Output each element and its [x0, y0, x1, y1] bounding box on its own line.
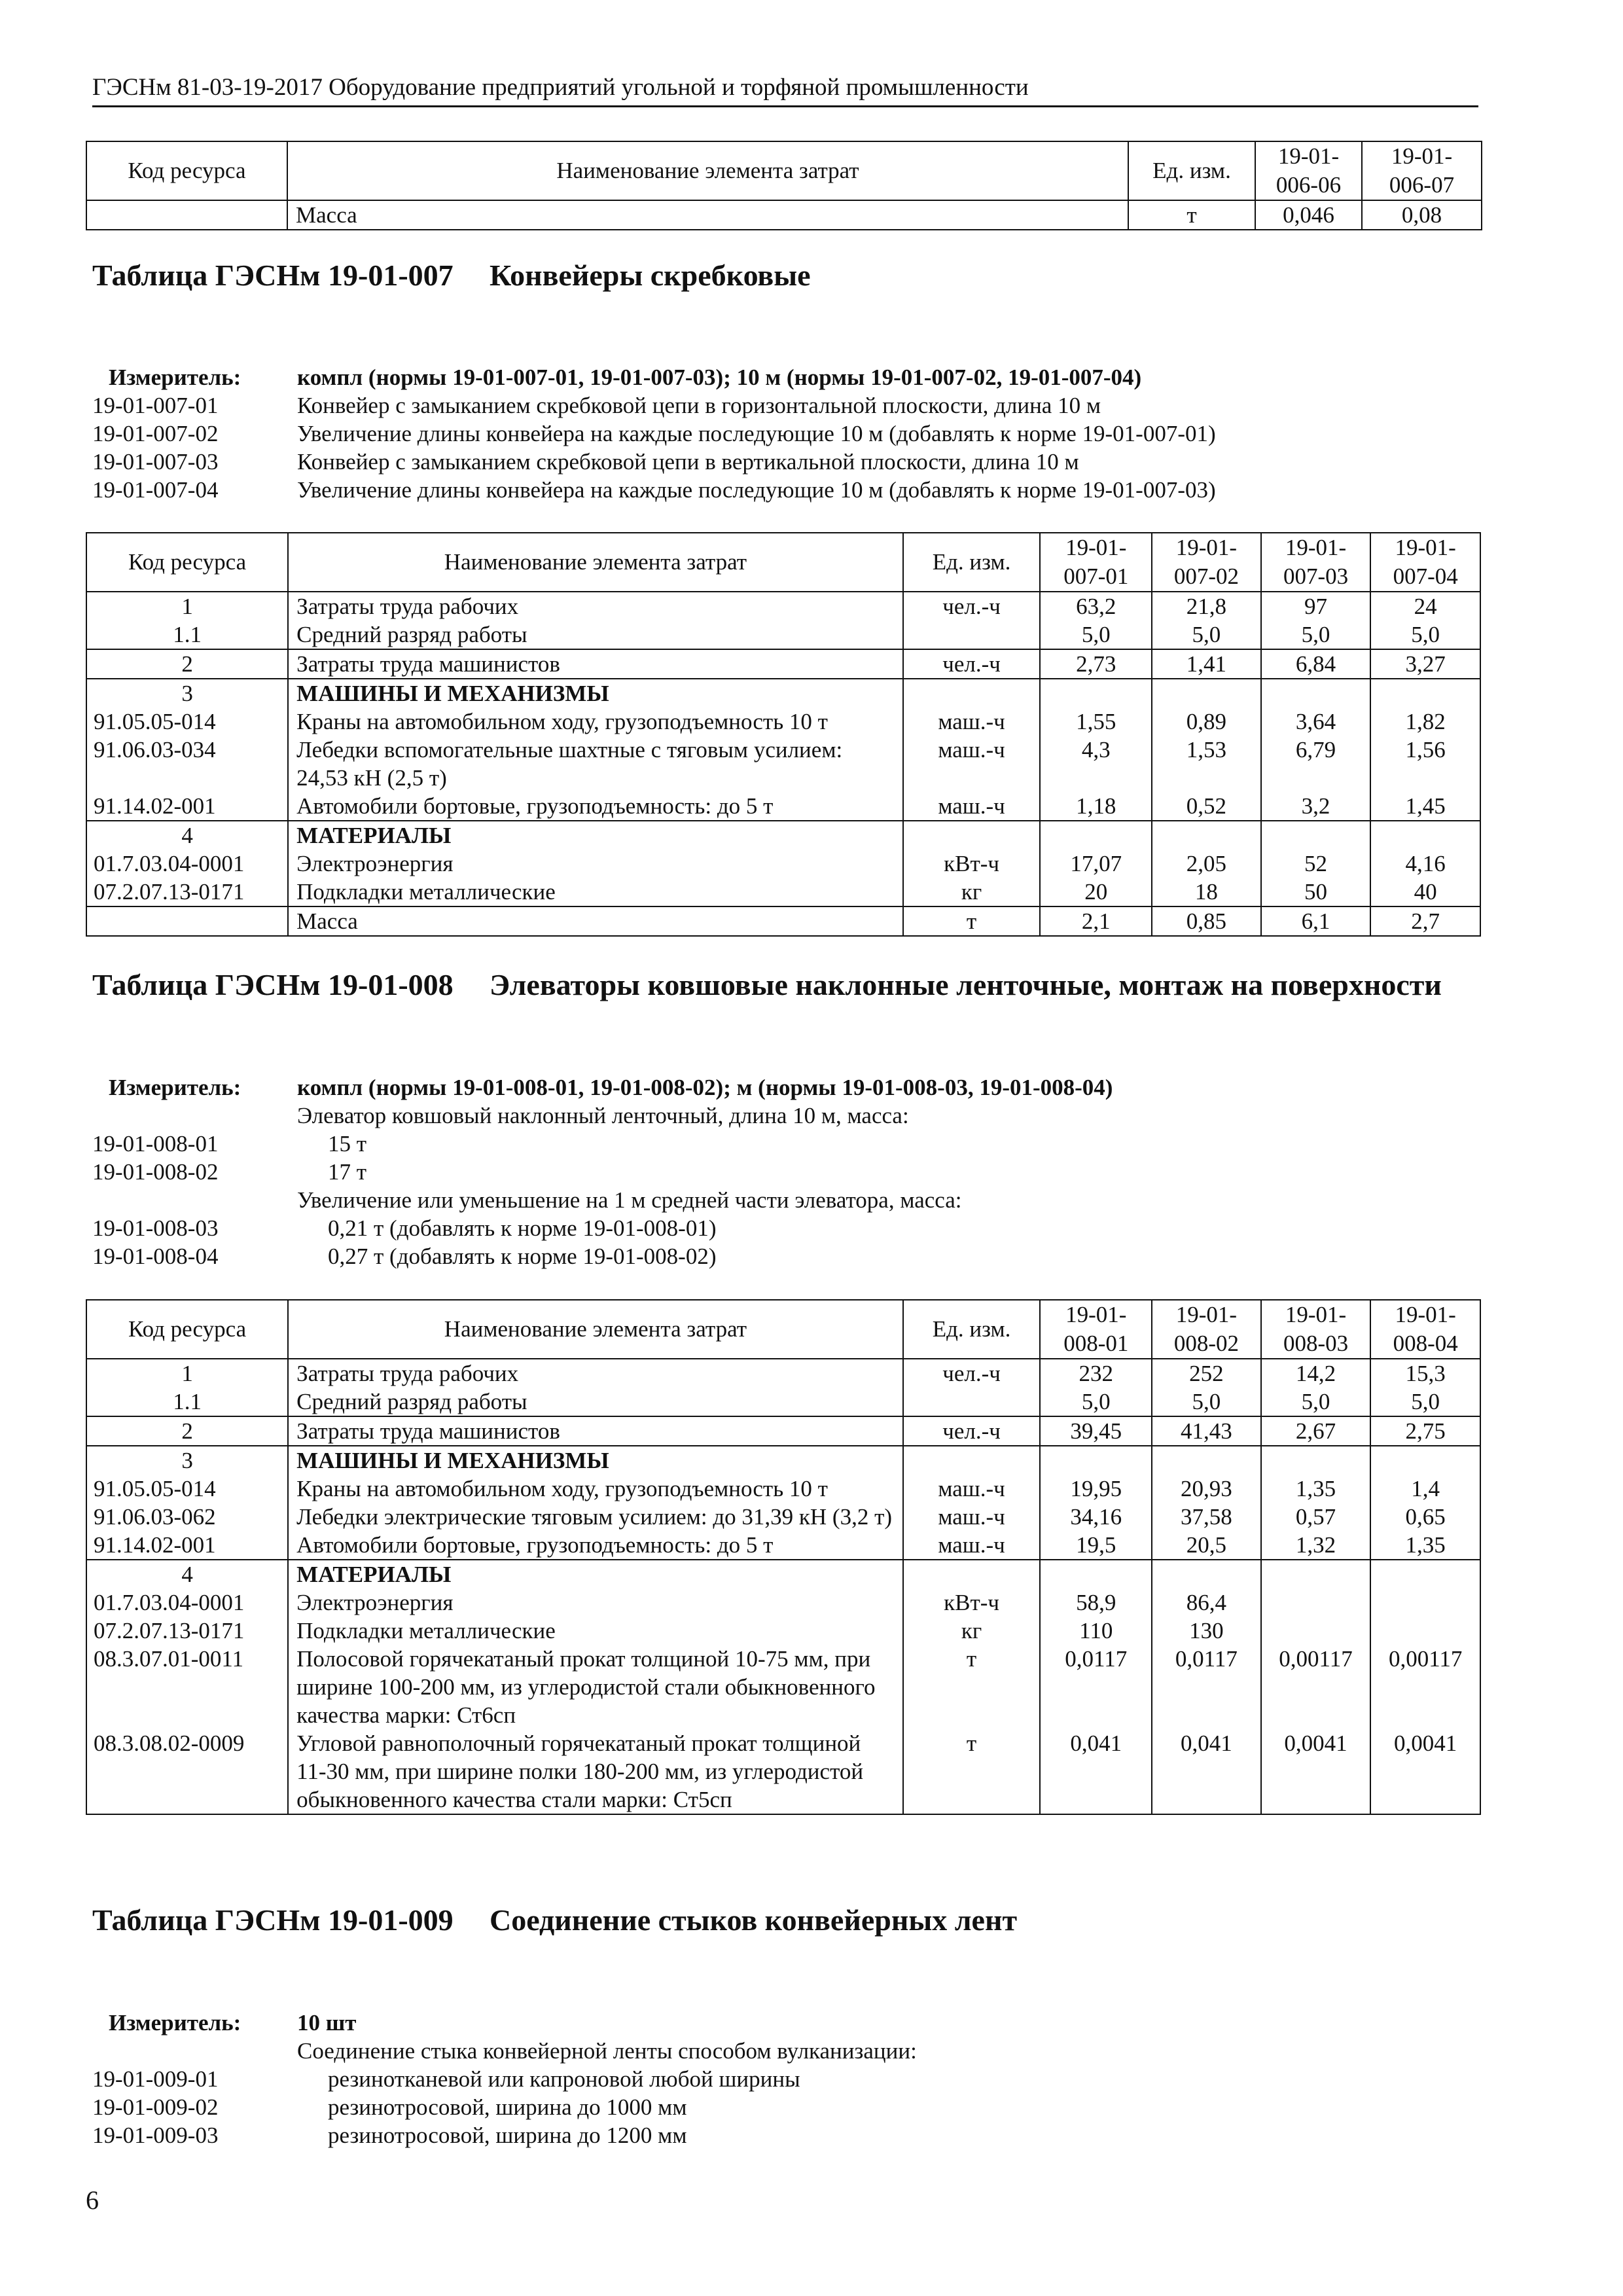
resource-table-008 — [86, 1299, 1481, 1815]
table-cell: 40 — [1370, 878, 1480, 906]
table-number: Таблица ГЭСНм 19-01-009 — [92, 1903, 454, 1937]
table-cell: 3 — [86, 1446, 288, 1475]
table-cell — [1152, 821, 1261, 850]
table-cell: 0,08 — [1362, 200, 1482, 230]
table-cell: 3,2 — [1261, 792, 1371, 821]
table-cell: т — [1128, 200, 1255, 230]
norm-desc: 19-01-007-04 Увеличение длины конвейера на каждые последующие 10 м (добавлять к норме 19-01-007-03) — [92, 477, 1216, 503]
table-cell — [903, 1388, 1041, 1416]
table-cell: 08.3.07.01-0011 — [86, 1645, 288, 1729]
table-cell: 6,1 — [1261, 906, 1371, 936]
table-cell: 4,16 — [1370, 850, 1480, 878]
table-cell: 0,0041 — [1370, 1729, 1480, 1814]
table-cell — [903, 1446, 1041, 1475]
meter-block-009: Измеритель: 10 шт Соединение стыка конвейерной ленты способом вулканизации: 19-01-009-01 резинотканевой или капроновой любой ширины 19-01-009-02 резинотросовой, ширина до 1000 мм 19-01-009-03 резинотросовой, ширина до 1200 мм — [92, 2009, 1486, 2149]
table-cell — [903, 620, 1041, 649]
table-name: Соединение стыков конвейерных лент — [490, 1903, 1018, 1937]
table-cell: 5,0 — [1370, 1388, 1480, 1416]
table-cell: 0,89 — [1152, 708, 1261, 736]
col-header-norm: 19-01- 007-02 — [1152, 533, 1261, 592]
table-cell: 19,5 — [1040, 1531, 1152, 1560]
table-cell — [1370, 821, 1480, 850]
table-cell: 1,18 — [1040, 792, 1152, 821]
table-cell: 1,4 — [1370, 1475, 1480, 1503]
table-cell: 50 — [1261, 878, 1371, 906]
table-cell: 07.2.07.13-0171 — [86, 1617, 288, 1645]
table-cell: 5,0 — [1261, 620, 1371, 649]
col-header-norm: 19-01- 007-01 — [1040, 533, 1152, 592]
table-cell: 41,43 — [1152, 1416, 1261, 1446]
table-cell: 17,07 — [1040, 850, 1152, 878]
table-row — [86, 792, 1480, 821]
table-cell: 0,00117 — [1261, 1645, 1371, 1729]
table-cell — [1152, 1446, 1261, 1475]
table-cell: чел.-ч — [903, 592, 1041, 620]
table-name: Элеваторы ковшовые наклонные ленточные, монтаж на поверхности — [490, 968, 1442, 1001]
table-cell: Затраты труда машинистов — [288, 649, 903, 679]
table-cell: чел.-ч — [903, 1416, 1041, 1446]
table-cell: Затраты труда рабочих — [288, 592, 903, 620]
table-cell — [1152, 1560, 1261, 1588]
table-cell: Лебедки вспомогательные шахтные с тяговым усилием: 24,53 кН (2,5 т) — [288, 736, 903, 792]
table-cell: 130 — [1152, 1617, 1261, 1645]
table-cell: 63,2 — [1040, 592, 1152, 620]
norm-desc: 19-01-007-03 Конвейер с замыканием скребковой цепи в вертикальной плоскости, длина 10 м — [92, 449, 1079, 475]
table-cell — [86, 200, 287, 230]
table-cell: 1,82 — [1370, 708, 1480, 736]
table-cell — [1370, 679, 1480, 708]
col-header-norm: 19-01- 007-03 — [1261, 533, 1371, 592]
table-cell: 1,55 — [1040, 708, 1152, 736]
table-number: Таблица ГЭСНм 19-01-008 — [92, 968, 454, 1001]
table-cell: 2,05 — [1152, 850, 1261, 878]
col-header-norm: 19-01- 007-04 — [1370, 533, 1480, 592]
table-cell — [1261, 1560, 1371, 1588]
table-cell: 1.1 — [86, 620, 288, 649]
table-cell — [1040, 1560, 1152, 1588]
table-cell: Средний разряд работы — [288, 1388, 903, 1416]
table-cell — [1261, 821, 1371, 850]
table-cell: 18 — [1152, 878, 1261, 906]
table-cell: 91.14.02-001 — [86, 792, 288, 821]
table-cell — [1261, 1588, 1371, 1617]
table-cell: 252 — [1152, 1359, 1261, 1388]
table-row — [86, 1388, 1480, 1416]
table-cell: 3,64 — [1261, 708, 1371, 736]
table-cell: 3 — [86, 679, 288, 708]
table-cell: Средний разряд работы — [288, 620, 903, 649]
col-header-norm: 19-01- 006-07 — [1362, 141, 1482, 200]
continuation-table — [86, 141, 1482, 230]
table-cell: 91.14.02-001 — [86, 1531, 288, 1560]
table-cell: 1,41 — [1152, 649, 1261, 679]
meter-block-007: Измеритель: компл (нормы 19-01-007-01, 19-01-007-03); 10 м (нормы 19-01-007-02, 19-01-007-04) 19-01-007-01 Конвейер с замыканием скребковой цепи в горизонтальной плоскости, длина 10 м 19-01-007-02 Увеличение длины конвейера на каждые последующие 10 м (добавлять к норме 19-01-007-01) 19-01-007-03 Конвейер с замыканием скребковой цепи в вертикальной плоскости, длина 10 м 19-01-007-04 Увеличение длины конвейера на каждые последующие 10 м (добавлять к норме 19-01-007-03) — [92, 363, 1486, 504]
table-row — [86, 906, 1480, 936]
table-cell: МАШИНЫ И МЕХАНИЗМЫ — [288, 679, 903, 708]
col-header-norm: 19-01- 008-04 — [1370, 1300, 1480, 1359]
meter-block-008: Измеритель: компл (нормы 19-01-008-01, 19-01-008-02); м (нормы 19-01-008-03, 19-01-008-04) Элеватор ковшовый наклонный ленточный, длина 10 м, масса: 19-01-008-01 15 т 19-01-008-02 17 т Увеличение или уменьшение на 1 м средней части элеватора, масса: 19-01-008-03 0,21 т (добавлять к норме 19-01-008-01) 19-01-008-04 0,27 т (добавлять к норме 19-01-008-02) — [92, 1073, 1486, 1270]
table-cell: Затраты труда машинистов — [288, 1416, 903, 1446]
table-row — [86, 1446, 1480, 1475]
table-row — [86, 1531, 1480, 1560]
table-cell: 1 — [86, 592, 288, 620]
table-row — [86, 649, 1480, 679]
page-number: 6 — [86, 2185, 99, 2215]
col-header-unit: Ед. изм. — [903, 533, 1041, 592]
table-cell: 20 — [1040, 878, 1152, 906]
table-cell: 0,041 — [1152, 1729, 1261, 1814]
table-row — [86, 1588, 1480, 1617]
col-header-norm: 19-01- 008-03 — [1261, 1300, 1371, 1359]
norm-desc: 19-01-009-03 резинотросовой, ширина до 1200 мм — [92, 2123, 687, 2148]
table-cell: Автомобили бортовые, грузоподъемность: до 5 т — [288, 1531, 903, 1560]
table-cell: маш.-ч — [903, 1475, 1041, 1503]
norm-desc: 19-01-007-01 Конвейер с замыканием скребковой цепи в горизонтальной плоскости, длина 10 м — [92, 393, 1101, 418]
table-cell: 1,32 — [1261, 1531, 1371, 1560]
table-cell: Полосовой горячекатаный прокат толщиной 10-75 мм, при ширине 100-200 мм, из углеродистой стали обыкновенного качества марки: Ст6сп — [288, 1645, 903, 1729]
table-cell: 34,16 — [1040, 1503, 1152, 1531]
table-cell: маш.-ч — [903, 736, 1041, 792]
table-cell: т — [903, 1729, 1041, 1814]
table-cell — [1370, 1560, 1480, 1588]
table-row — [86, 200, 1482, 230]
table-cell: Электроэнергия — [288, 850, 903, 878]
table-cell — [1370, 1617, 1480, 1645]
table-cell — [1040, 1446, 1152, 1475]
table-row — [86, 1503, 1480, 1531]
table-cell — [1370, 1588, 1480, 1617]
table-row — [86, 1475, 1480, 1503]
table-cell: 5,0 — [1261, 1388, 1371, 1416]
table-cell: Затраты труда рабочих — [288, 1359, 903, 1388]
table-cell: 1,45 — [1370, 792, 1480, 821]
table-cell — [1261, 1617, 1371, 1645]
col-header-code: Код ресурса — [86, 1300, 288, 1359]
table-row — [86, 1416, 1480, 1446]
table-row — [86, 679, 1480, 708]
table-row — [86, 1617, 1480, 1645]
table-cell: Подкладки металлические — [288, 1617, 903, 1645]
col-header-name: Наименование элемента затрат — [288, 1300, 903, 1359]
norm-desc: 19-01-009-02 резинотросовой, ширина до 1000 мм — [92, 2094, 687, 2120]
table-cell: кг — [903, 1617, 1041, 1645]
table-cell: 1.1 — [86, 1388, 288, 1416]
table-cell: 15,3 — [1370, 1359, 1480, 1388]
col-header-unit: Ед. изм. — [1128, 141, 1255, 200]
table-cell: 21,8 — [1152, 592, 1261, 620]
col-header-norm: 19-01- 008-02 — [1152, 1300, 1261, 1359]
table-row — [86, 620, 1480, 649]
resource-table-007 — [86, 532, 1481, 937]
table-cell: 5,0 — [1152, 1388, 1261, 1416]
table-cell: Краны на автомобильном ходу, грузоподъемность 10 т — [288, 708, 903, 736]
table-cell: 08.3.08.02-0009 — [86, 1729, 288, 1814]
table-cell: Угловой равнополочный горячекатаный прокат толщиной 11-30 мм, при ширине полки 180-200 мм, из углеродистой обыкновенного качества стали марки: Ст5сп — [288, 1729, 903, 1814]
table-cell: 39,45 — [1040, 1416, 1152, 1446]
table-cell: 110 — [1040, 1617, 1152, 1645]
norm-desc: 19-01-008-03 0,21 т (добавлять к норме 19-01-008-01) — [92, 1215, 717, 1241]
table-cell: 1,35 — [1370, 1531, 1480, 1560]
table-cell: 2,73 — [1040, 649, 1152, 679]
norm-desc: 19-01-008-04 0,27 т (добавлять к норме 19-01-008-02) — [92, 1244, 717, 1269]
table-row — [86, 708, 1480, 736]
table-cell: 91.06.03-034 — [86, 736, 288, 792]
table-cell: т — [903, 1645, 1041, 1729]
table-cell: МАТЕРИАЛЫ — [288, 821, 903, 850]
table-cell: 5,0 — [1370, 620, 1480, 649]
table-cell — [1370, 1446, 1480, 1475]
table-cell: 232 — [1040, 1359, 1152, 1388]
table-row — [86, 736, 1480, 792]
table-cell: 4 — [86, 1560, 288, 1588]
table-cell: 1,35 — [1261, 1475, 1371, 1503]
table-cell: 14,2 — [1261, 1359, 1371, 1388]
table-row — [86, 821, 1480, 850]
table-row — [86, 878, 1480, 906]
table-cell: 24 — [1370, 592, 1480, 620]
table-cell: Подкладки металлические — [288, 878, 903, 906]
table-cell — [903, 1560, 1041, 1588]
norm-desc: 19-01-007-02 Увеличение длины конвейера на каждые последующие 10 м (добавлять к норме 19-01-007-01) — [92, 421, 1216, 446]
table-cell: 37,58 — [1152, 1503, 1261, 1531]
table-cell: т — [903, 906, 1041, 936]
table-cell: 1,53 — [1152, 736, 1261, 792]
col-header-unit: Ед. изм. — [903, 1300, 1041, 1359]
table-cell: кВт-ч — [903, 1588, 1041, 1617]
table-cell — [903, 679, 1041, 708]
table-cell: 58,9 — [1040, 1588, 1152, 1617]
table-cell — [1040, 679, 1152, 708]
table-cell: 0,00117 — [1370, 1645, 1480, 1729]
table-cell: маш.-ч — [903, 1531, 1041, 1560]
table-cell: 2,1 — [1040, 906, 1152, 936]
table-cell: 0,0117 — [1152, 1645, 1261, 1729]
table-cell: 91.05.05-014 — [86, 1475, 288, 1503]
running-header: ГЭСНм 81-03-19-2017 Оборудование предприятий угольной и торфяной промышленности — [92, 73, 1478, 107]
table-cell: 97 — [1261, 592, 1371, 620]
table-number: Таблица ГЭСНм 19-01-007 — [92, 259, 454, 292]
table-cell: маш.-ч — [903, 708, 1041, 736]
table-row — [86, 1729, 1480, 1814]
table-cell: 86,4 — [1152, 1588, 1261, 1617]
table-cell: маш.-ч — [903, 792, 1041, 821]
table-cell: 20,5 — [1152, 1531, 1261, 1560]
table-row — [86, 1645, 1480, 1729]
table-cell: 01.7.03.04-0001 — [86, 850, 288, 878]
table-cell: кг — [903, 878, 1041, 906]
table-cell: 2,7 — [1370, 906, 1480, 936]
norm-desc: 19-01-008-01 15 т — [92, 1131, 367, 1157]
table-cell: 0,0041 — [1261, 1729, 1371, 1814]
col-header-code: Код ресурса — [86, 533, 288, 592]
table-cell: 0,57 — [1261, 1503, 1371, 1531]
table-cell — [903, 821, 1041, 850]
table-cell: 0,046 — [1255, 200, 1362, 230]
table-cell: 0,041 — [1040, 1729, 1152, 1814]
table-cell: 0,52 — [1152, 792, 1261, 821]
table-cell: 6,79 — [1261, 736, 1371, 792]
table-cell: Лебедки электрические тяговым усилием: до 31,39 кН (3,2 т) — [288, 1503, 903, 1531]
table-cell: 2,67 — [1261, 1416, 1371, 1446]
table-cell: 20,93 — [1152, 1475, 1261, 1503]
table-cell — [86, 906, 288, 936]
col-header-code: Код ресурса — [86, 141, 287, 200]
table-cell — [1040, 821, 1152, 850]
table-cell: 3,27 — [1370, 649, 1480, 679]
col-header-name: Наименование элемента затрат — [287, 141, 1128, 200]
table-cell: маш.-ч — [903, 1503, 1041, 1531]
table-name: Конвейеры скребковые — [490, 259, 811, 292]
table-row — [86, 1560, 1480, 1588]
table-cell — [1152, 679, 1261, 708]
table-cell: 19,95 — [1040, 1475, 1152, 1503]
table-cell: 07.2.07.13-0171 — [86, 878, 288, 906]
norm-desc: 19-01-008-02 17 т — [92, 1159, 367, 1185]
table-cell: кВт-ч — [903, 850, 1041, 878]
table-cell: 1,56 — [1370, 736, 1480, 792]
table-cell: 2 — [86, 649, 288, 679]
table-cell: 2,75 — [1370, 1416, 1480, 1446]
table-cell: Масса — [288, 906, 903, 936]
table-cell: 6,84 — [1261, 649, 1371, 679]
table-cell — [1261, 679, 1371, 708]
col-header-norm: 19-01- 006-06 — [1255, 141, 1362, 200]
col-header-name: Наименование элемента затрат — [288, 533, 903, 592]
table-cell: чел.-ч — [903, 1359, 1041, 1388]
table-cell: МАТЕРИАЛЫ — [288, 1560, 903, 1588]
table-cell: 5,0 — [1040, 620, 1152, 649]
table-cell: Масса — [287, 200, 1128, 230]
table-cell: 5,0 — [1152, 620, 1261, 649]
table-cell: Электроэнергия — [288, 1588, 903, 1617]
table-row — [86, 592, 1480, 620]
table-cell: МАШИНЫ И МЕХАНИЗМЫ — [288, 1446, 903, 1475]
table-cell: 91.06.03-062 — [86, 1503, 288, 1531]
table-cell: 5,0 — [1040, 1388, 1152, 1416]
table-cell — [1261, 1446, 1371, 1475]
table-cell: 4 — [86, 821, 288, 850]
table-row — [86, 1359, 1480, 1388]
table-cell: 0,85 — [1152, 906, 1261, 936]
table-cell: 4,3 — [1040, 736, 1152, 792]
table-cell: 0,0117 — [1040, 1645, 1152, 1729]
table-cell: 52 — [1261, 850, 1371, 878]
table-row — [86, 850, 1480, 878]
table-cell: чел.-ч — [903, 649, 1041, 679]
norm-desc: 19-01-009-01 резинотканевой или капроновой любой ширины — [92, 2066, 800, 2092]
table-cell: 0,65 — [1370, 1503, 1480, 1531]
table-cell: 2 — [86, 1416, 288, 1446]
table-cell: Автомобили бортовые, грузоподъемность: до 5 т — [288, 792, 903, 821]
col-header-norm: 19-01- 008-01 — [1040, 1300, 1152, 1359]
table-cell: 01.7.03.04-0001 — [86, 1588, 288, 1617]
table-cell: Краны на автомобильном ходу, грузоподъемность 10 т — [288, 1475, 903, 1503]
table-cell: 91.05.05-014 — [86, 708, 288, 736]
table-cell: 1 — [86, 1359, 288, 1388]
